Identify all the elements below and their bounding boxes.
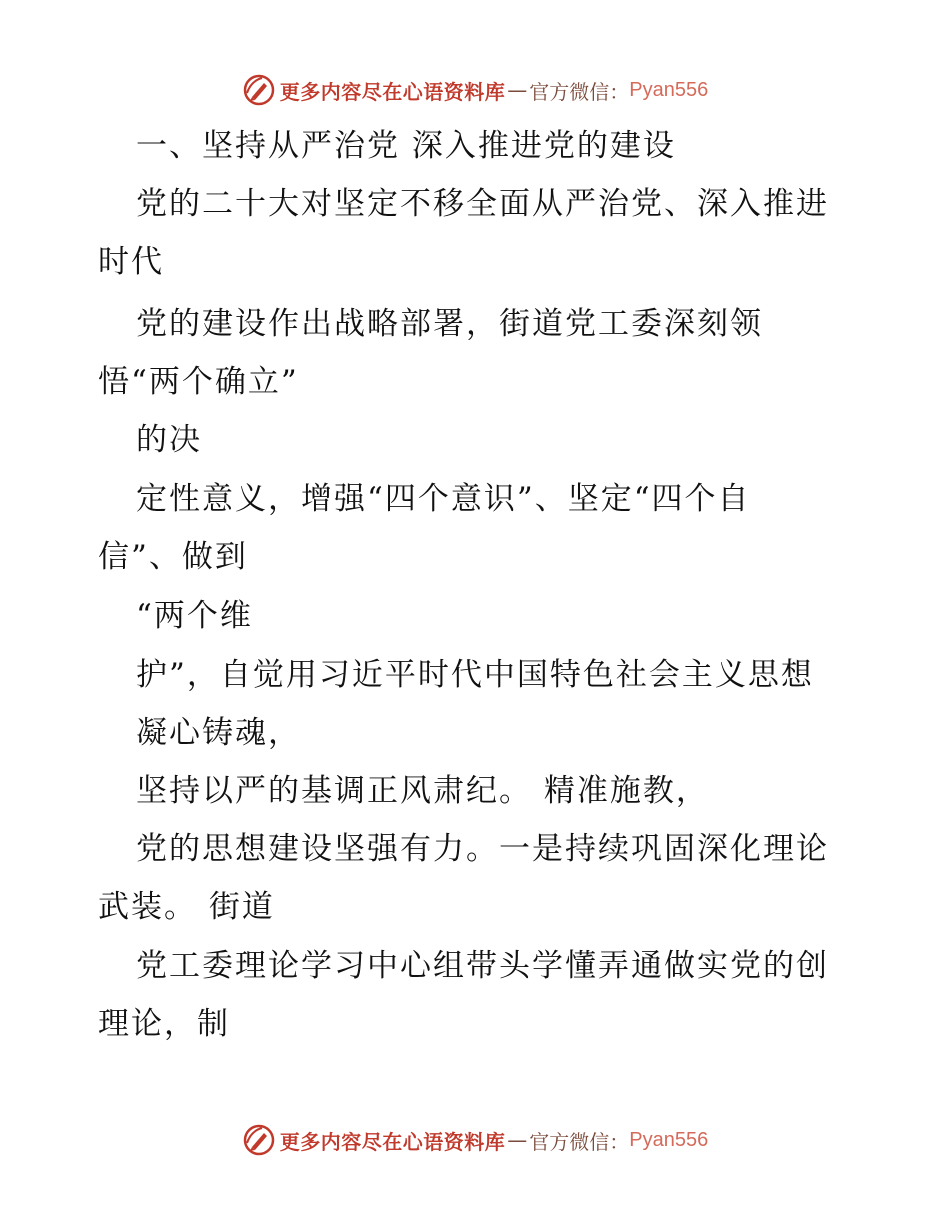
text-line: 时代	[98, 244, 164, 280]
text-line: 理论，制	[98, 1006, 230, 1042]
pen-logo-icon	[242, 73, 276, 107]
text-line: 党工委理论学习中心组带头学懂弄通做实党的创	[136, 948, 829, 984]
text-line: 党的思想建设坚强有力。一是持续巩固深化理论	[136, 831, 829, 867]
text-line: “两个维	[136, 598, 253, 634]
text-line: 悟“两个确立”	[98, 364, 299, 400]
header-watermark	[0, 70, 950, 110]
watermark-wechat-id: Pyan556	[629, 78, 709, 101]
heading-line: 一、坚持从严治党 深入推进党的建设	[136, 128, 676, 164]
watermark-separator: —	[507, 78, 528, 102]
text-line: 党的二十大对坚定不移全面从严治党、深入推进	[136, 186, 829, 222]
text-line: 武装。 街道	[98, 889, 275, 925]
text-line: 信”、做到	[98, 539, 248, 575]
text-line: 党的建设作出战略部署，街道党工委深刻领	[136, 306, 763, 342]
text-line: 凝心铸魂，	[136, 715, 301, 751]
footer-watermark	[0, 1120, 950, 1160]
watermark-main-text: 更多内容尽在心语资料库	[279, 1129, 506, 1154]
text-line: 护”，自觉用习近平时代中国特色社会主义思想	[136, 657, 814, 693]
text-line: 定性意义，增强“四个意识”、坚定“四个自	[136, 481, 751, 517]
watermark-main-text: 更多内容尽在心语资料库	[279, 79, 506, 104]
watermark-wechat-label: 官方微信：	[529, 1129, 630, 1154]
watermark-separator: —	[507, 1128, 528, 1152]
text-line: 的决	[136, 422, 202, 458]
watermark-wechat-id: Pyan556	[629, 1128, 709, 1151]
text-line: 坚持以严的基调正风肃纪。 精准施教，	[136, 773, 709, 809]
pen-logo-icon	[242, 1123, 276, 1157]
watermark-wechat-label: 官方微信：	[529, 79, 630, 104]
